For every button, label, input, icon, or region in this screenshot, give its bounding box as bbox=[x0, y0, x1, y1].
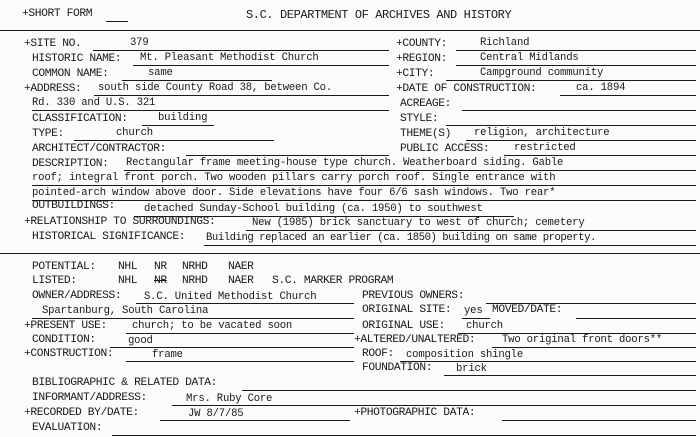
listed-nrhd[interactable]: NRHD bbox=[182, 275, 208, 287]
historic-name-value[interactable]: Mt. Pleasant Methodist Church bbox=[140, 52, 319, 64]
public-access-value[interactable]: restricted bbox=[514, 142, 576, 154]
foundation-line bbox=[444, 375, 696, 376]
description-line-3 bbox=[32, 200, 696, 201]
condition-label: CONDITION: bbox=[32, 334, 96, 346]
style-line[interactable] bbox=[446, 125, 696, 126]
construction-line bbox=[126, 361, 354, 362]
site-no-value[interactable]: 379 bbox=[130, 37, 149, 49]
roof-line bbox=[400, 361, 696, 362]
outbuildings-value[interactable]: detached Sunday-School building (ca. 1950) to southwest bbox=[144, 203, 483, 215]
roof-label: ROOF: bbox=[362, 348, 394, 360]
classification-label: CLASSIFICATION: bbox=[32, 113, 128, 125]
form-title: S.C. DEPARTMENT OF ARCHIVES AND HISTORY bbox=[246, 8, 512, 22]
historic-name-label: HISTORIC NAME: bbox=[32, 53, 122, 65]
listed-nhl[interactable]: NHL bbox=[118, 275, 138, 287]
biblio-label: BIBLIOGRAPHIC & RELATED DATA: bbox=[32, 377, 217, 389]
significance-line bbox=[204, 245, 696, 246]
significance-value[interactable]: Building replaced an earlier (ca. 1850) building on same property. bbox=[206, 232, 596, 244]
type-label: TYPE: bbox=[32, 128, 64, 140]
moved-label: MOVED/DATE: bbox=[492, 304, 563, 316]
public-access-line bbox=[504, 155, 696, 156]
date-value[interactable]: ca. 1894 bbox=[576, 82, 626, 94]
informant-label: INFORMANT/ADDRESS: bbox=[32, 392, 147, 404]
owner-value-1[interactable]: S.C. United Methodist Church bbox=[144, 291, 317, 303]
county-label: +COUNTY: bbox=[396, 38, 448, 50]
present-use-value[interactable]: church; to be vacated soon bbox=[132, 320, 293, 332]
description-line-2 bbox=[32, 185, 696, 186]
original-use-value[interactable]: church bbox=[466, 320, 503, 332]
recorded-line bbox=[160, 420, 350, 421]
recorded-value[interactable]: JW 8/7/85 bbox=[188, 408, 244, 420]
foundation-label: FOUNDATION: bbox=[362, 362, 433, 374]
present-use-line bbox=[126, 333, 354, 334]
city-value[interactable]: Campground community bbox=[480, 67, 604, 79]
outbuildings-label: OUTBUILDINGS: bbox=[32, 200, 115, 212]
present-use-label: +PRESENT USE: bbox=[24, 320, 107, 332]
significance-label: HISTORICAL SIGNIFICANCE: bbox=[32, 231, 186, 243]
address-value-1[interactable]: south side County Road 38, between Co. bbox=[98, 82, 332, 94]
evaluation-label: EVALUATION: bbox=[32, 422, 103, 434]
description-label: DESCRIPTION: bbox=[32, 158, 109, 170]
foundation-value[interactable]: brick bbox=[456, 363, 487, 375]
description-value-3[interactable]: pointed-arch window above door. Side elevations have four 6/6 sash windows. Two rear* bbox=[32, 187, 556, 199]
city-label: +CITY: bbox=[396, 68, 435, 80]
photo-line[interactable] bbox=[502, 420, 696, 421]
potential-nhl[interactable]: NHL bbox=[118, 261, 138, 273]
listed-label: LISTED: bbox=[32, 275, 77, 287]
header-divider bbox=[0, 30, 700, 31]
address-value-2[interactable]: Rd. 330 and U.S. 321 bbox=[32, 97, 156, 109]
listed-nr[interactable]: NR bbox=[154, 275, 167, 287]
informant-line bbox=[172, 405, 696, 406]
region-line bbox=[456, 65, 696, 66]
potential-nrhd[interactable]: NRHD bbox=[182, 261, 208, 273]
region-label: +REGION: bbox=[396, 53, 448, 65]
informant-value[interactable]: Mrs. Ruby Core bbox=[186, 393, 273, 405]
original-use-label: ORIGINAL USE: bbox=[362, 320, 445, 332]
acreage-line[interactable] bbox=[462, 110, 696, 111]
address-line-1 bbox=[94, 95, 389, 96]
historic-name-line bbox=[133, 65, 389, 66]
relationship-line bbox=[246, 230, 696, 231]
recorded-label: +RECORDED BY/DATE: bbox=[24, 407, 139, 419]
description-value-1[interactable]: Rectangular frame meeting-house type church. Weatherboard siding. Gable bbox=[126, 157, 564, 169]
moved-line[interactable] bbox=[576, 318, 696, 319]
potential-nr[interactable]: NR bbox=[154, 261, 167, 273]
themes-line bbox=[466, 140, 696, 141]
original-site-value[interactable]: yes bbox=[464, 305, 483, 317]
address-label: +ADDRESS: bbox=[24, 83, 82, 95]
description-value-2[interactable]: roof; integral front porch. Two wooden pillars carry porch roof. Single entrance with bbox=[32, 172, 556, 184]
construction-label: +CONSTRUCTION: bbox=[24, 348, 114, 360]
short-form-line[interactable] bbox=[106, 21, 128, 22]
owner-line-1 bbox=[136, 303, 354, 304]
common-name-value[interactable]: same bbox=[148, 67, 173, 79]
address-line-2 bbox=[32, 110, 389, 111]
altered-value[interactable]: Two original front doors** bbox=[502, 334, 663, 346]
classification-line bbox=[142, 125, 214, 126]
public-access-label: PUBLIC ACCESS: bbox=[400, 143, 490, 155]
date-line bbox=[560, 95, 696, 96]
city-line bbox=[446, 80, 696, 81]
marker-program[interactable]: S.C. MARKER PROGRAM bbox=[272, 275, 394, 287]
acreage-label: ACREAGE: bbox=[400, 98, 452, 110]
original-site-label: ORIGINAL SITE: bbox=[362, 304, 452, 316]
architect-line[interactable] bbox=[186, 155, 389, 156]
owner-value-2[interactable]: Spartanburg, South Carolina bbox=[42, 305, 209, 317]
photo-label: +PHOTOGRAPHIC DATA: bbox=[354, 407, 476, 419]
biblio-line[interactable] bbox=[242, 390, 696, 391]
type-value[interactable]: church bbox=[116, 127, 153, 139]
relationship-value[interactable]: New (1985) brick sanctuary to west of church; cemetery bbox=[252, 217, 585, 229]
condition-line bbox=[110, 347, 354, 348]
potential-naer[interactable]: NAER bbox=[228, 261, 254, 273]
county-value[interactable]: Richland bbox=[480, 37, 530, 49]
common-name-line bbox=[122, 80, 272, 81]
potential-label: POTENTIAL: bbox=[32, 261, 96, 273]
themes-value[interactable]: religion, architecture bbox=[474, 127, 610, 139]
short-form-label: +SHORT FORM bbox=[22, 8, 93, 20]
county-line bbox=[456, 50, 696, 51]
original-site-line bbox=[462, 318, 490, 319]
site-no-line bbox=[93, 50, 389, 51]
relationship-label: +RELATIONSHIP TO SURROUNDINGS: bbox=[24, 216, 216, 228]
classification-value[interactable]: building bbox=[158, 112, 208, 124]
themes-label: THEME(S) bbox=[400, 128, 452, 140]
construction-value[interactable]: frame bbox=[152, 349, 183, 361]
description-line-1 bbox=[124, 170, 696, 171]
section-divider bbox=[0, 253, 700, 254]
style-label: STYLE: bbox=[400, 113, 439, 125]
evaluation-line[interactable] bbox=[112, 435, 696, 436]
roof-value[interactable]: composition shingle bbox=[406, 349, 523, 361]
architect-label: ARCHITECT/CONTRACTOR: bbox=[32, 143, 166, 155]
common-name-label: COMMON NAME: bbox=[32, 68, 109, 80]
previous-owners-label: PREVIOUS OWNERS: bbox=[362, 290, 465, 302]
listed-naer[interactable]: NAER bbox=[228, 275, 254, 287]
condition-value[interactable]: good bbox=[128, 335, 153, 347]
altered-label: +ALTERED/UNALTERED: bbox=[354, 334, 476, 346]
region-value[interactable]: Central Midlands bbox=[480, 52, 579, 64]
date-label: +DATE OF CONSTRUCTION: bbox=[396, 83, 537, 95]
type-line bbox=[74, 140, 274, 141]
altered-line bbox=[492, 347, 696, 348]
owner-label: OWNER/ADDRESS: bbox=[32, 290, 122, 302]
owner-line-2 bbox=[32, 318, 354, 319]
site-no-label: +SITE NO. bbox=[24, 38, 82, 50]
